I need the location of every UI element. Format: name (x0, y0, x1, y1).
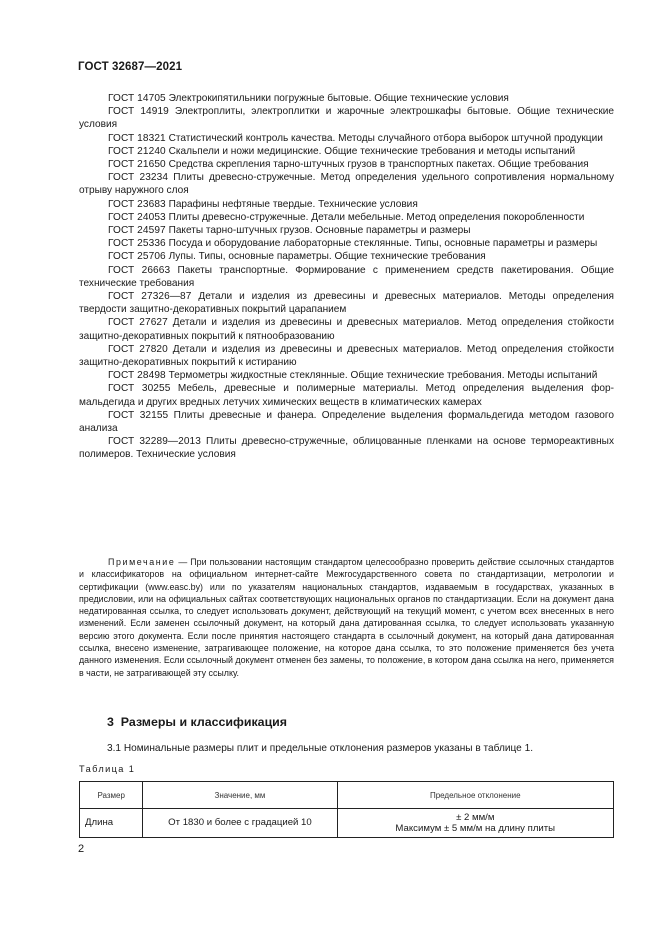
reference-text: Плиты древесно-стружечные. Детали мебельные. Метод определения покоробленности (168, 211, 585, 223)
table-header-row (80, 782, 614, 809)
reference-code: ГОСТ 28498 (108, 370, 166, 382)
note-text: — При пользовании настоящим стандартом целесообразно проверить действие ссылочных стандартов и классификаторов на официальном интернет-сайте Межгосударственного совета по стандартизации, метрологии и сертификации (www.easc.by) или по указателям национальных стандартов, издаваемым в государствах, указанных в предисловии, или на официальных сайтах соответствующих национальных органов по стандартизации. Если на документ дана недатированная ссылка, то следует использовать документ, действующий на текущий момент, с учетом всех внесенных в него изменений. Если заменен ссылочный документ, на который дана датированная ссылка, то следует использовать указанную версию этого документа. Если после принятия настоящего стандарта в ссылочный документ, на который дана датированная ссылка, внесено изменение, затрагивающее положение, на которое дана ссылка, то это положение применяется без учета данного изменения. Если ссылочный документ отменен без замены, то положение, в котором дана ссылка на него, применяется в части, не затрагивающей эту ссылку. (79, 557, 615, 678)
reference-item (79, 264, 614, 290)
section-title: Размеры и классификация (120, 715, 288, 729)
reference-item (79, 132, 614, 145)
column-header-size: Размер (80, 782, 143, 809)
reference-text: Термометры жидкостные стеклянные. Общие технические требования. Методы испытаний (168, 370, 598, 382)
reference-text: Детали и изделия из древесины и древесных материалов. Метод определения стойкости защитно-декоративных покрытий к пятнообразованию (79, 317, 615, 342)
references-list (79, 92, 614, 462)
cell-size-name: Длина (80, 809, 143, 838)
section-heading (107, 715, 287, 729)
reference-item (79, 105, 614, 131)
reference-code: ГОСТ 18321 (108, 132, 166, 144)
reference-code: ГОСТ 26663 (108, 264, 171, 276)
clause-paragraph: 3.1 Номинальные размеры плит и предельные отклонения размеров указаны в таблице 1. (107, 743, 533, 754)
reference-code: ГОСТ 21240 (108, 145, 166, 157)
reference-text: Лупы. Типы, основные параметры. Общие технические требования (168, 251, 486, 263)
reference-item (79, 211, 614, 224)
reference-item (79, 316, 614, 342)
reference-code: ГОСТ 14705 (108, 93, 166, 104)
reference-text: Статистический контроль качества. Методы случайного отбора выборок штучной продукции (168, 132, 603, 144)
reference-text: Детали и изделия из древесины и древесных материалов. Метод определения стойкости защитно-декоративных покрытий к истиранию (79, 343, 615, 369)
reference-code: ГОСТ 27326—87 (108, 291, 192, 303)
reference-item (79, 171, 614, 197)
note-paragraph (79, 556, 614, 679)
reference-text: Скальпели и ножи медицинские. Общие технические требования и методы испытаний (168, 145, 576, 157)
reference-item (79, 409, 614, 435)
reference-item (79, 290, 614, 316)
reference-item (79, 382, 614, 408)
reference-item (79, 92, 614, 105)
table-row (80, 809, 614, 838)
reference-item (79, 237, 614, 250)
section-number: 3 (107, 715, 114, 729)
reference-text: Плиты древесно-стружечные, облицованные пленками на основе термореактивных полимеров. Технические условия (79, 436, 614, 461)
table-caption: Таблица 1 (79, 764, 136, 774)
reference-text: Пакеты транспортные. Формирование с применением средств пакетирования. Общие технические требования (79, 264, 614, 289)
column-header-value: Значение, мм (143, 782, 337, 809)
reference-code: ГОСТ 24053 (108, 211, 166, 223)
deviation-line-1: ± 2 мм/м (456, 811, 495, 823)
reference-item (79, 343, 614, 369)
reference-code: ГОСТ 32155 (108, 409, 169, 421)
reference-item (79, 250, 614, 263)
cell-value: От 1830 и более с градацией 10 (143, 809, 337, 838)
reference-text: Мебель, древесные и полимерные материалы. Метод определения выделения формальдегида и других вредных летучих химических веществ в климатических камерах (79, 383, 614, 408)
reference-item (79, 435, 614, 461)
reference-text: Парафины нефтяные твердые. Технические условия (168, 198, 418, 210)
reference-text: Электроплиты, электроплитки и жарочные электрошкафы бытовые. Общие технические условия (79, 106, 614, 131)
reference-item (79, 158, 614, 171)
reference-item (79, 224, 614, 237)
page-number: 2 (78, 843, 85, 855)
reference-code: ГОСТ 30255 (108, 383, 171, 395)
reference-code: ГОСТ 32289—2013 (108, 436, 201, 448)
standard-header: ГОСТ 32687—2021 (78, 61, 183, 73)
reference-code: ГОСТ 25336 (108, 238, 166, 250)
reference-text: Средства скрепления тарно-штучных грузов в транспортных пакетах. Общие требования (168, 159, 589, 171)
column-header-deviation: Предельное отклонение (337, 782, 613, 809)
reference-code: ГОСТ 23683 (108, 198, 166, 210)
reference-code: ГОСТ 24597 (108, 225, 166, 237)
reference-text: Посуда и оборудование лабораторные стеклянные. Типы, основные параметры и размеры (168, 238, 598, 250)
deviation-line-2: Максимум ± 5 мм/м на длину плиты (395, 823, 556, 834)
reference-text: Плиты древесно-стружечные. Метод определения удельного сопротивления нормальному отрыву наружного слоя (79, 172, 615, 197)
reference-code: ГОСТ 21650 (108, 159, 166, 171)
reference-code: ГОСТ 27820 (108, 343, 168, 355)
reference-item (79, 369, 614, 382)
reference-text: Детали и изделия из древесины и древесных материалов. Методы определения твердости защитно-декоративных покрытий царапанием (79, 291, 614, 316)
reference-text: Электрокипятильники погружные бытовые. Общие технические условия (168, 93, 509, 104)
reference-text: Пакеты тарно-штучных грузов. Основные параметры и размеры (168, 225, 471, 237)
cell-deviation (337, 809, 613, 838)
reference-code: ГОСТ 14919 (108, 106, 169, 118)
note-label: Примечание (108, 557, 176, 567)
reference-item (79, 145, 614, 158)
reference-item (79, 198, 614, 211)
reference-code: ГОСТ 25706 (108, 251, 166, 263)
reference-code: ГОСТ 23234 (108, 172, 169, 184)
reference-code: ГОСТ 27627 (108, 317, 168, 329)
dimensions-table (79, 781, 614, 838)
reference-text: Плиты древесные и фанера. Определение выделения формальдегида методом газового анализа (79, 409, 614, 435)
